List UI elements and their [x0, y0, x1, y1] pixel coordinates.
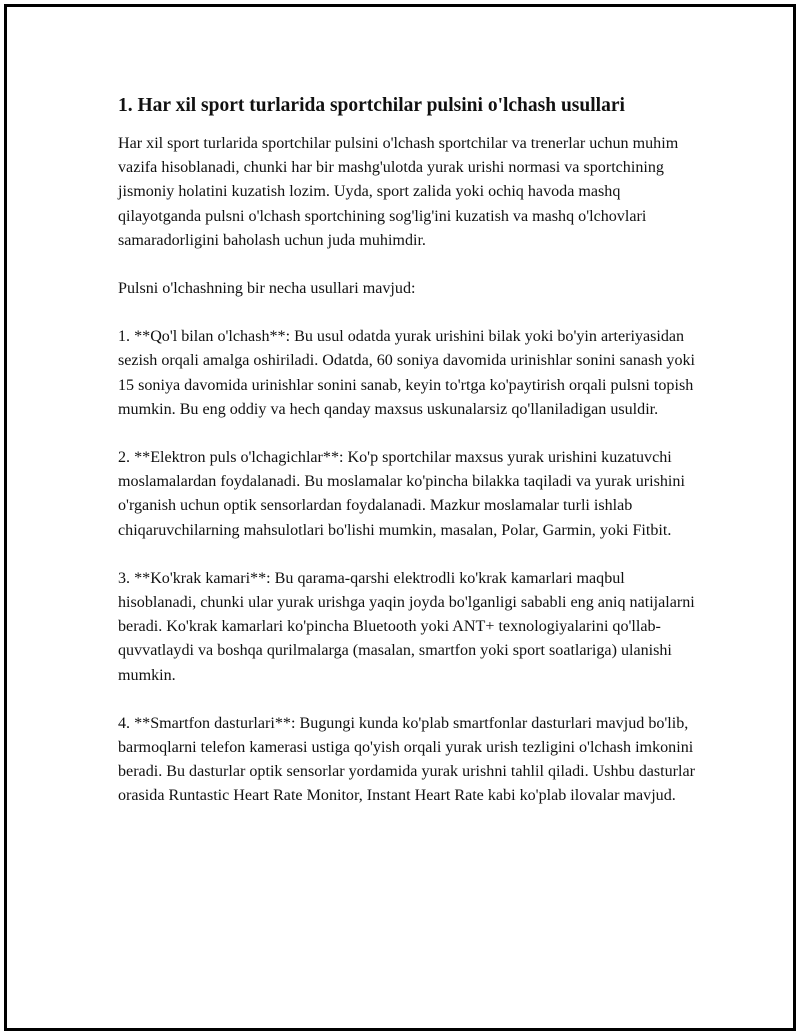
method-1-paragraph: 1. **Qo'l bilan o'lchash**: Bu usul odatda yurak urishini bilak yoki bo'yin arteriyasidan sezish orqali amalga oshiriladi. Odatda, 60 soniya davomida urinishlar sonini sanash yoki 15 soniya davomida urinishlar sonini sanab, keyin to'rtga ko'paytirish orqali pulsni topish mumkin. Bu eng oddiy va hech qanday maxsus uskunalarsiz qo'llaniladigan usuldir. [118, 328, 696, 418]
method-4-paragraph: 4. **Smartfon dasturlari**: Bugungi kunda ko'plab smartfonlar dasturlari mavjud bo'lib, barmoqlarni telefon kamerasi ustiga qo'yish orqali yurak urish tezligini o'lchash imkonini beradi. Bu dasturlar optik sensorlar yordamida yurak urishni tahlil qiladi. Ushbu dasturlar orasida Runtastic Heart Rate Monitor, Instant Heart Rate kabi ko'plab ilovalar mavjud. [118, 714, 696, 805]
method-2-paragraph: 2. **Elektron puls o'lchagichlar**: Ko'p sportchilar maxsus yurak urishini kuzatuvchi moslamalardan foydalanadi. Bu moslamalar ko'pincha bilakka taqiladi va yurak urishini o'rganish uchun optik sensorlardan foydalanadi. Mazkur moslamalar turli ishlab chiqaruvchilarning mahsulotlari bo'lishi mumkin, masalan, Polar, Garmin, yoki Fitbit. [118, 449, 685, 539]
intro-paragraph: Har xil sport turlarida sportchilar pulsini o'lchash sportchilar va trenerlar uchun muhim vazifa hisoblanadi, chunki har bir mashg'ulotda yurak urishi normasi va sportchining jismoniy holatini kuzatish lozim. Uyda, sport zalida yoki ochiq havoda mashq qilayotganda pulsni o'lchash sportchining sog'lig'ini kuzatish va mashq o'lchovlari samaradorligini baholash uchun juda muhimdir. [118, 135, 679, 249]
document-body [118, 92, 696, 833]
methods-intro-paragraph: Pulsni o'lchashning bir necha usullari mavjud: [118, 280, 416, 298]
document-title: 1. Har xil sport turlarida sportchilar pulsini o'lchash usullari [118, 95, 625, 116]
method-3-paragraph: 3. **Ko'krak kamari**: Bu qarama-qarshi elektrodli ko'krak kamarlari maqbul hisoblanadi, chunki ular yurak urishga yaqin joyda bo'lganligi sababli eng aniq natijalarni beradi. Ko'krak kamarlari ko'pincha Bluetooth yoki ANT+ texnologiyalarini qo'llab-quvvatlaydi va boshqa qurilmalarga (masalan, smartfon yoki sport soatlariga) ulanishi mumkin. [118, 569, 695, 684]
